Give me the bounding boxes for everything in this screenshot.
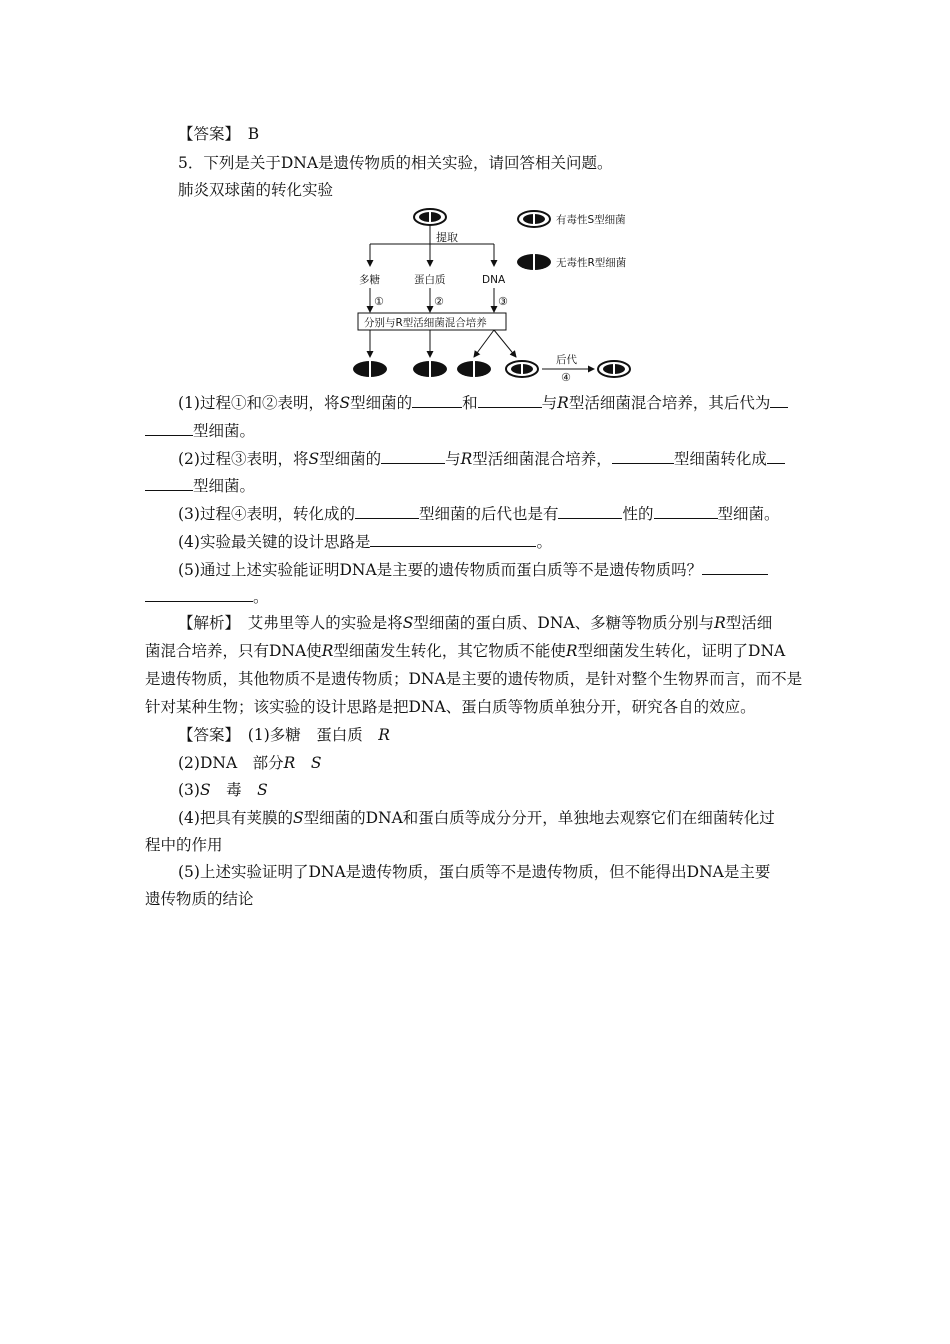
blank[interactable] bbox=[612, 448, 674, 464]
answer-4-cont: 程中的作用 bbox=[145, 836, 223, 854]
q5-part1-cont: 型细菌。 bbox=[145, 420, 255, 441]
mark-2: ② bbox=[434, 295, 444, 308]
offspring-label: 后代 bbox=[556, 354, 577, 366]
q5-part4: (4)实验最关键的设计思路是 。 bbox=[178, 533, 552, 551]
legend-s-label: 有毒性S型细菌 bbox=[556, 214, 626, 226]
analysis-line-2: 菌混合培养，只有DNA使R型细菌发生转化，其它物质不能使R型细菌发生转化，证明了DNA bbox=[145, 642, 786, 660]
branch-dna: DNA bbox=[482, 274, 506, 286]
answer-label: 【答案】 bbox=[178, 726, 233, 744]
s-bacterium-icon bbox=[506, 361, 538, 377]
blank[interactable] bbox=[412, 392, 462, 408]
r-bacterium-icon bbox=[413, 361, 447, 377]
blank[interactable] bbox=[767, 448, 785, 464]
q5-part3: (3)过程④表明，转化成的 型细菌的后代也是有 性的 型细菌。 bbox=[178, 505, 780, 523]
branch-protein: 蛋白质 bbox=[414, 274, 446, 286]
analysis-line-4: 针对某种生物；该实验的设计思路是把DNA、蛋白质等物质单独分开，研究各自的效应。 bbox=[145, 698, 756, 716]
answer-1: 【答案】 (1)多糖 蛋白质 R bbox=[178, 726, 390, 744]
answer-4: (4)把具有荚膜的S型细菌的DNA和蛋白质等成分分开，单独地去观察它们在细菌转化过 bbox=[178, 809, 775, 827]
branch-polysaccharide: 多糖 bbox=[359, 274, 380, 286]
mark-1: ① bbox=[374, 295, 384, 308]
diagram-legend bbox=[512, 205, 642, 277]
blank[interactable] bbox=[654, 503, 718, 519]
blank[interactable] bbox=[558, 503, 622, 519]
question-title: 5．下列是关于DNA是遗传物质的相关实验，请回答相关问题。 bbox=[178, 154, 613, 172]
legend-r-label: 无毒性R型细菌 bbox=[556, 257, 627, 269]
q5-part2: (2)过程③表明，将S型细菌的 与R型活细菌混合培养， 型细菌转化成 bbox=[178, 448, 785, 469]
legend-r-icon bbox=[517, 254, 551, 270]
blank[interactable] bbox=[381, 448, 445, 464]
q5-part1: (1)过程①和②表明，将S型细菌的 和 与R型活细菌混合培养，其后代为 bbox=[178, 392, 788, 413]
q5-part5: (5)通过上述实验能证明DNA是主要的遗传物质而蛋白质等不是遗传物质吗？ bbox=[178, 559, 768, 580]
blank[interactable] bbox=[145, 586, 253, 602]
analysis-label: 【解析】 bbox=[178, 614, 233, 632]
mark-3: ③ bbox=[498, 295, 508, 308]
blank[interactable] bbox=[145, 475, 193, 491]
analysis-line-1: 【解析】 艾弗里等人的实验是将S型细菌的蛋白质、DNA、多糖等物质分别与R型活细 bbox=[178, 614, 773, 632]
answer-label: 【答案】 bbox=[178, 125, 233, 143]
q5-part2-cont: 型细菌。 bbox=[145, 475, 255, 496]
answer-value: B bbox=[247, 125, 260, 143]
answer-5: (5)上述实验证明了DNA是遗传物质，蛋白质等不是遗传物质，但不能得出DNA是主要 bbox=[178, 863, 771, 881]
blank[interactable] bbox=[702, 559, 768, 575]
answer-3: (3)S 毒 S bbox=[178, 781, 268, 799]
blank[interactable] bbox=[370, 531, 536, 547]
q5-part5-cont: 。 bbox=[145, 586, 269, 607]
mark-4: ④ bbox=[561, 371, 571, 384]
s-bacterium-icon bbox=[598, 361, 630, 377]
mix-box-label: 分别与R型活细菌混合培养 bbox=[364, 317, 487, 329]
answer-5-cont: 遗传物质的结论 bbox=[145, 890, 254, 908]
r-bacterium-icon bbox=[457, 361, 491, 377]
extract-label: 提取 bbox=[436, 231, 458, 244]
answer-2: (2)DNA 部分R S bbox=[178, 754, 322, 772]
blank[interactable] bbox=[770, 392, 788, 408]
blank[interactable] bbox=[355, 503, 419, 519]
r-bacterium-icon bbox=[353, 361, 387, 377]
analysis-line-3: 是遗传物质，其他物质不是遗传物质；DNA是主要的遗传物质，是针对整个生物界而言，而不是 bbox=[145, 670, 803, 688]
blank[interactable] bbox=[145, 420, 193, 436]
blank[interactable] bbox=[478, 392, 542, 408]
prev-answer bbox=[178, 124, 259, 144]
figure-subtitle: 肺炎双球菌的转化实验 bbox=[178, 181, 334, 199]
s-bacterium-icon bbox=[414, 209, 446, 225]
legend-s-icon bbox=[518, 211, 550, 227]
